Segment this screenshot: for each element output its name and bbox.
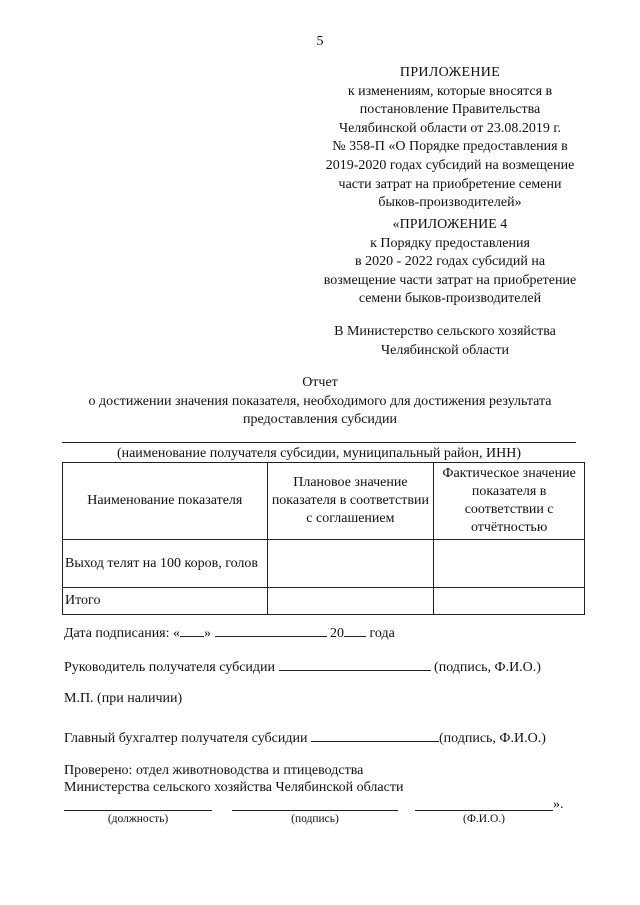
- head-signature-hint: (подпись, Ф.И.О.): [434, 660, 541, 675]
- accountant-signature-hint: (подпись, Ф.И.О.): [438, 731, 546, 746]
- table-header-row: [63, 463, 585, 540]
- full-name-caption: (Ф.И.О.): [463, 813, 505, 825]
- addressee-line: В Министерство сельского хозяйства: [334, 324, 556, 339]
- appendix-main-header: [300, 64, 600, 213]
- seal-note: М.П. (при наличии): [64, 691, 183, 706]
- accountant-signature-label: Главный бухгалтер получателя субсидии: [64, 731, 308, 746]
- table-row: [63, 588, 585, 615]
- addressee-line: Челябинской области: [381, 342, 509, 358]
- verified-block: [64, 762, 403, 796]
- appendix-4-title: «ПРИЛОЖЕНИЕ 4: [392, 217, 508, 232]
- indicator-table: [62, 462, 585, 615]
- signature-blank[interactable]: [232, 810, 398, 811]
- signing-date-quote: »: [204, 626, 212, 641]
- head-signature-line: [64, 656, 541, 676]
- appendix-4-header: [300, 216, 600, 309]
- planned-value-cell[interactable]: [267, 540, 434, 588]
- appendix-4-line: семени быков-производителей: [358, 291, 542, 307]
- signing-day-blank[interactable]: [180, 622, 204, 637]
- appendix-main-line: постановление Правительства: [359, 102, 541, 118]
- total-label-cell: Итого: [63, 588, 268, 615]
- page-number: 5: [316, 34, 324, 49]
- appendix-main-line: части затрат на приобретение семени: [338, 176, 562, 192]
- actual-value-cell[interactable]: [434, 540, 585, 588]
- head-signature-blank[interactable]: [279, 656, 431, 671]
- accountant-signature-line: [64, 727, 546, 747]
- actual-total-cell[interactable]: [434, 588, 585, 615]
- report-title: Отчет: [302, 375, 338, 390]
- report-heading: [40, 374, 600, 430]
- full-name-blank[interactable]: [415, 810, 553, 811]
- recipient-name-blank[interactable]: [62, 442, 576, 443]
- signature-caption: (подпись): [291, 813, 339, 825]
- signing-year-suffix: года: [366, 626, 395, 641]
- appendix-main-title: ПРИЛОЖЕНИЕ: [399, 65, 501, 80]
- header-actual-value: Фактическое значение показателя в соответствии с отчётностью: [434, 463, 585, 540]
- header-planned-value: Плановое значение показателя в соответствии с соглашением: [267, 463, 434, 540]
- verified-line: Проверено: отдел животноводства и птицеводства: [64, 763, 364, 778]
- signing-date-line: [64, 622, 395, 642]
- appendix-main-line: Челябинской области от 23.08.2019 г.: [338, 120, 562, 136]
- appendix-4-line: возмещение части затрат на приобретение: [323, 272, 577, 288]
- appendix-4-line: в 2020 - 2022 годах субсидий на: [354, 254, 546, 270]
- appendix-main-line: к изменениям, которые вносятся в: [347, 83, 553, 99]
- signing-year-blank[interactable]: [344, 622, 366, 637]
- appendix-main-line: быков-производителей»: [378, 195, 522, 211]
- accountant-signature-blank[interactable]: [311, 727, 439, 742]
- appendix-main-line: 2019-2020 годах субсидий на возмещение: [325, 157, 575, 173]
- closing-quote-mark: ».: [553, 797, 564, 812]
- appendix-4-line: к Порядку предоставления: [370, 235, 530, 251]
- indicator-name-cell: Выход телят на 100 коров, голов: [63, 540, 268, 588]
- recipient-caption: (наименование получателя субсидии, муниципальный район, ИНН): [116, 446, 522, 461]
- position-caption: (должность): [107, 813, 169, 825]
- addressee-block: [300, 323, 590, 360]
- report-subtitle-line: о достижении значения показателя, необходимого для достижения результата: [88, 393, 552, 409]
- head-signature-label: Руководитель получателя субсидии: [64, 660, 276, 675]
- signing-date-prefix: Дата подписания: «: [64, 626, 181, 641]
- header-indicator-name: Наименование показателя: [63, 463, 268, 540]
- appendix-main-line: № 358-П «О Порядке предоставления в: [332, 139, 568, 155]
- signing-year-prefix: 20: [330, 626, 345, 641]
- position-blank[interactable]: [64, 810, 212, 811]
- report-subtitle-line: предоставления субсидии: [242, 412, 398, 428]
- planned-total-cell[interactable]: [267, 588, 434, 615]
- verified-line: Министерства сельского хозяйства Челябинской области: [64, 780, 404, 795]
- signing-month-blank[interactable]: [215, 622, 327, 637]
- table-row: [63, 540, 585, 588]
